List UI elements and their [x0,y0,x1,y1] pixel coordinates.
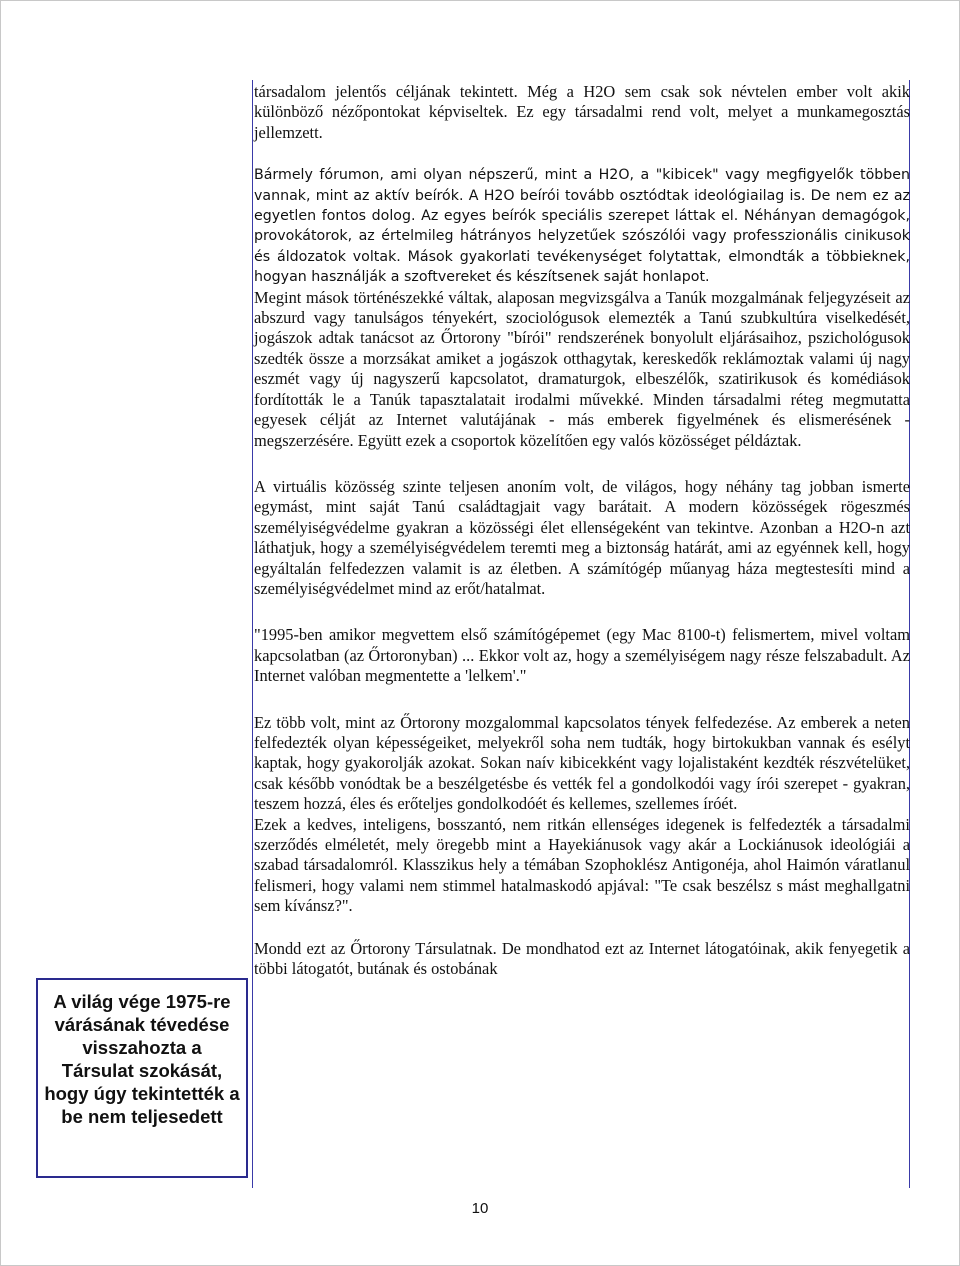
paragraph-3: Megint mások történészekké váltak, alaposan megvizsgálva a Tanúk mozgalmának feljegyzéseit az abszurd vagy tanulságos tényekért, szociológusok elemezték a Tanú szubkultúra viselkedését, jogászok adtak tanácsot az Őrtorony "bírói" rendszerének bonyolult eljárásaihoz, pszichológusok szedték össze a morzsákat amiket a jogászok otthagytak, kereskedők reklámoztak valami új nagy eszmét vagy új nagyszerű kapcsolatot, dramaturgok, elbeszélők, szatirikusok és komédiások fordították le a Tanúk tapasztalatait irodalmi művekké. Minden társadalmi réteg megmutatta egyesek célját az Internet valutájának - más emberek figyelmének és elismerésének - megszerzésére. Együtt ezek a csoportok közelítően egy valós közösséget példáztak. [254,287,910,450]
body-text [254,82,910,979]
paragraph-2: Bármely fórumon, ami olyan népszerű, mint a H2O, a "kibicek" vagy megfigyelők többen vannak, mint az aktív beírók. A H2O beírói tovább osztódtak ideológiailag is. De nem ez az egyetlen fontos dolog. Az egyes beírók speciális szerepet láttak el. Néhányan demagógok, provokátorok, az értelmileg hátrányos helyzetűek szószólói vagy professzionális cinikusok és áldozatok voltak. Mások gyakorlati tevékenységet folytattak, elmondták a többieknek, hogyan használják a szoftvereket és készítsenek saját honlapot. [254,167,910,286]
sidebar-quote-text: A világ vége 1975-re várásának tévedése visszahozta a Társulat szokását, hogy úgy tekintették a be nem teljesedett [44,991,240,1127]
paragraph-1: társadalom jelentős céljának tekintett. Még a H2O sem csak sok névtelen ember volt akik különböző nézőpontokat képviseltek. Ez egy társadalmi rend volt, melyet a munkamegosztás jellemzett. [254,82,910,142]
paragraph-4: A virtuális közösség szinte teljesen anoním volt, de világos, hogy néhány tag jobban ismerte egymást, mint saját Tanú családtagjait vagy barátait. A modern közösségek rögeszmés személyiségvédelme gyakran a közösségi élet ellenségeként van tekintve. Azonban a H2O-n azt láthatjuk, hogy a személyiségvédelem teremti meg a biztonság határát, ami az egyénnek kell, hogy egyáltalán felfedezzen valamit is az életben. A számítógép műanyag háza megtestesíti mind a személyiségvédelmet mind az erőt/hatalmat. [254,476,910,598]
paragraph-8: Mondd ezt az Őrtorony Társulatnak. De mondhatod ezt az Internet látogatóinak, akik fenyegetik a többi látogatót, butának és ostobának [254,938,910,979]
paragraph-6: Ez több volt, mint az Őrtorony mozgalommal kapcsolatos tények felfedezése. Az emberek a neten felfedezték olyan képességeiket, melyekről soha nem tudták, hogy birtokukban vannak és esélyt kaptak, hogy gyakorolják azokat. Sokan naív kibicekként vagy lojalistaként kezdték részvételüket, csak később vonódtak be a beszélgetésbe és vették fel a gondolkodói vagy írói szerepet - gyakran, teszem hozzá, éles és erőteljes gondolkodóét és kellemes, szellemes íróét. [254,712,910,814]
sidebar-quote-box [36,978,248,1178]
paragraph-5: "1995-ben amikor megvettem első számítógépemet (egy Mac 8100-t) felismertem, mivel voltam kapcsolatban (az Őrtoronyban) ... Ekkor volt az, hogy a személyiségem nagy része felszabadult. Az Internet valóban megmentette a 'lelkem'." [254,625,910,686]
paragraph-7: Ezek a kedves, inteligens, bosszantó, nem ritkán ellenséges idegenek is felfedezték a társadalmi szerződés elméletét, mely öregebb mint a Hayekiánusok vagy akár a Lockiánusok ideológiái a szabad társadalomról. Klasszikus hely a témában Szophoklész Antigonéja, ahol Haimón váratlanul felismeri, hogy valami nem stimmel hatalmaskodó apjával: "Te csak beszélsz s mást meghallgatni sem kívánsz?". [254,814,910,916]
page-number: 10 [471,1200,489,1217]
